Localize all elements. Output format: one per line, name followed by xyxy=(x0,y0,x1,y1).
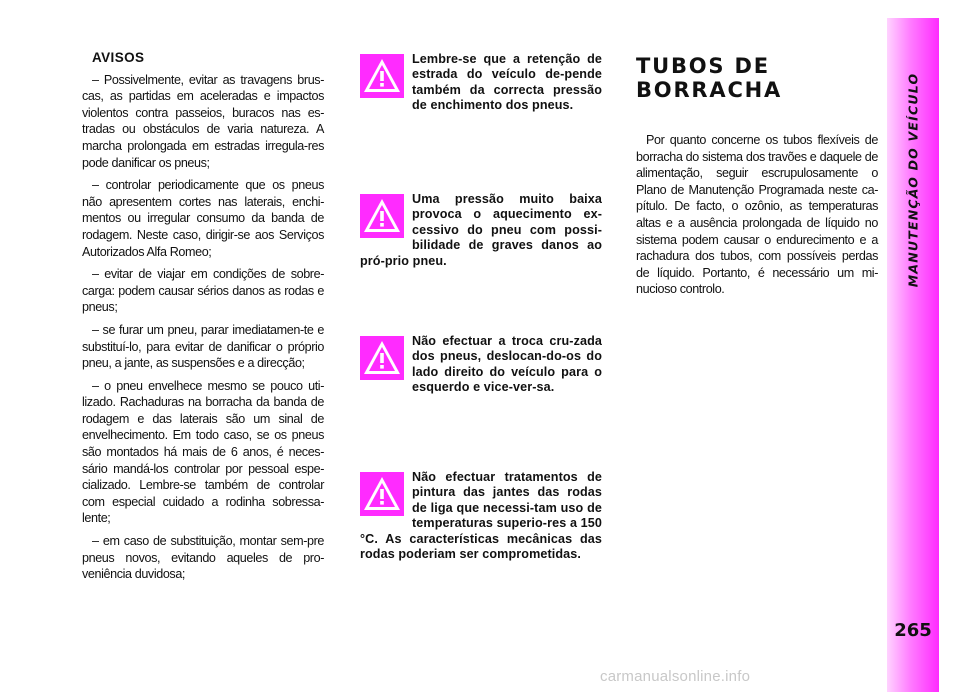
warning-box xyxy=(360,52,602,114)
aviso-paragraph: – se furar um pneu, parar imediatamen-te e substituí-lo, para evitar de danificar o próprio pneu, a jante, as suspensões e a direcção; xyxy=(82,322,324,371)
warnings-list-column xyxy=(82,50,324,589)
warning-triangle-icon xyxy=(360,194,404,238)
warning-box xyxy=(360,192,602,269)
aviso-paragraph: – em caso de substituição, montar sem-pre pneus novos, evitando aqueles de pro-veniência duvidosa; xyxy=(82,534,324,582)
warning-triangle-icon xyxy=(360,54,404,98)
page-number: 265 xyxy=(894,620,932,641)
aviso-paragraph: – evitar de viajar em condições de sobre-carga: podem causar sérios danos as rodas e pneus; xyxy=(82,267,324,315)
watermark: carmanualsonline.info xyxy=(600,668,751,685)
section-paragraph: Por quanto concerne os tubos flexíveis de borracha do sistema dos travões e daquele de alimentação, seguir escrupulosamente o Plano de Manutenção Programada neste ca-pítulo. De facto, o ozônio, as temperaturas altas e a ausência prolongada de líquido no sistema podem causar o endurecimento e a rachadura dos tubos, com possíveis perdas de líquido. Portanto, é necessário um mi-nucioso controlo. xyxy=(636,133,878,297)
avisos-heading: AVISOS xyxy=(92,50,145,65)
chapter-label-text: MANUTENÇÃO DO VEÍCULO xyxy=(905,72,921,288)
warning-text: Não efectuar a troca cru-zada dos pneus, deslocan-do-os do lado direito do veículo para o esquerdo e vice-ver-sa. xyxy=(412,334,602,395)
warning-box xyxy=(360,334,602,396)
section-title: TUBOS DE BORRACHA xyxy=(636,54,783,102)
aviso-paragraph: – Possivelmente, evitar as travagens brus-cas, as partidas em aceleradas e impactos violentos contra passeios, buracos nas es-tradas ou obstáculos de varia natureza. A marcha prolongada em estradas irregula-res pode danificar os pneus; xyxy=(82,72,324,170)
chapter-label xyxy=(893,50,933,310)
rubber-hoses-section xyxy=(636,54,878,298)
warning-triangle-icon xyxy=(360,472,404,516)
warning-text: Lembre-se que a retenção de estrada do veículo de-pende também da correcta pressão de enchimento dos pneus. xyxy=(412,52,602,113)
warning-triangle-icon xyxy=(360,336,404,380)
warning-text: Uma pressão muito baixa provoca o aquecimento ex-cessivo do pneu com possi-bilidade de graves danos ao pró-prio pneu. xyxy=(360,192,602,268)
aviso-paragraph: – o pneu envelhece mesmo se pouco uti-lizado. Rachaduras na borracha da banda de rodagem e das laterais são um sinal de envelhecimento. Em todo caso, se os pneus são montados há mais de 6 anos, é neces-sário mandá-los controlar por pessoal espe-cializado. Lembre-se também de controlar com especial cuidado a rodinha sobressa-lente; xyxy=(82,378,324,526)
warning-text: Não efectuar tratamentos de pintura das jantes das rodas de liga que necessi-tam uso de temperaturas superio-res a 150 °C. As características mecânicas das rodas poderiam ser comprometidas. xyxy=(360,470,602,562)
warning-box xyxy=(360,470,602,562)
aviso-paragraph: – controlar periodicamente que os pneus não apresentem cortes nas laterais, enchi-mentos ou irregular consumo da banda de rodagem. Neste caso, dirigir-se aos Serviços Autorizados Alfa Romeo; xyxy=(82,178,324,259)
